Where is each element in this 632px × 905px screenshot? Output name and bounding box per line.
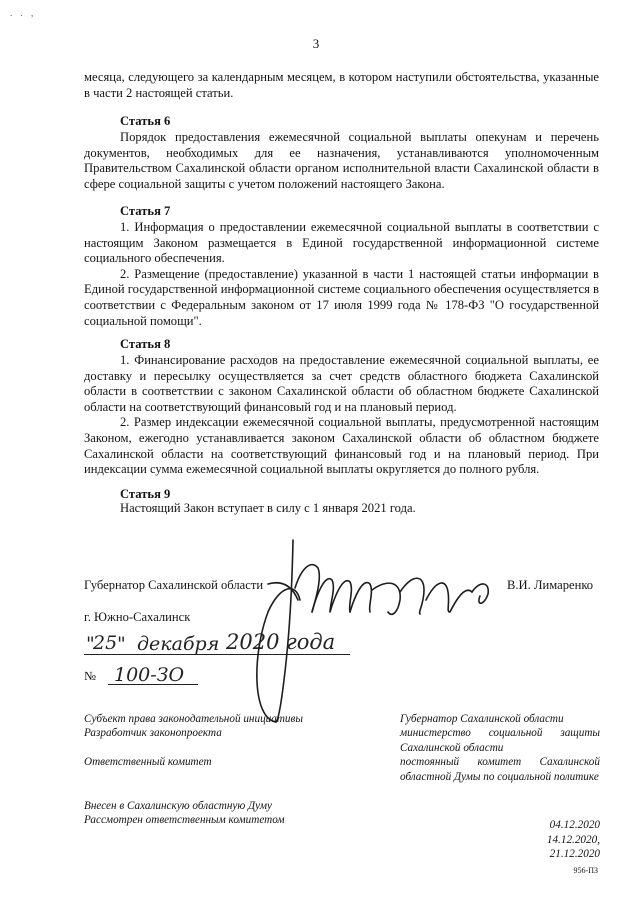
signing-city: г. Южно-Сахалинск (84, 610, 191, 624)
date-month: декабря (137, 633, 220, 655)
date-year: 2020 года (226, 630, 336, 654)
article-9-heading: Статья 9 (120, 487, 171, 501)
footer-initiator (400, 712, 600, 727)
footer-developer: Разработчик законопроекта (84, 727, 222, 739)
article-6-heading: Статья 6 (120, 114, 171, 128)
article-8-heading: Статья 8 (120, 337, 171, 351)
article-6-paragraph: Порядок предоставления ежемесячной социальной выплаты опекунам и перечень документов, необходимых для ее назначения, устанавливаются уполномоченным Правительством Сахалинской области органом исполнительной власти Сахалинской области в сфере социальной защиты с учетом положений настоящего Закона. (84, 130, 599, 191)
intro-text: месяца, следующего за календарным месяцем, в котором наступили обстоятельства, указанные в части 2 настоящей статьи. (84, 70, 599, 100)
date-day: 25 (93, 632, 118, 654)
footer-considered: Рассмотрен ответственным комитетом (84, 814, 285, 826)
scan-mark: . . , (10, 8, 37, 18)
document-code: 956-ПЗ (573, 866, 598, 875)
law-number-label: № (84, 669, 97, 683)
article-7-paragraph-2: 2. Размещение (предоставление) указанной в части 1 настоящей статьи информации в Единой государственной информационной системе социального обеспечения осуществляется в соответствии с Федеральным законом от 17 июля 1999 года № 178-ФЗ "О государственной социальной помощи". (84, 266, 599, 328)
article-8-paragraph-1: 1. Финансирование расходов на предоставление ежемесячной социальной выплаты, ее доставку и пересылку осуществляется за счет средств областного бюджета Сахалинской области в соответствии с законом Сахалинской области об областном бюджете Сахалинской области на соответствующий финансовый год и на плановый период. (84, 353, 599, 414)
footer-submitted: Внесен в Сахалинскую областную Думу (84, 800, 272, 812)
article-7-paragraph-1: 1. Информация о предоставлении ежемесячной социальной выплаты в соответствии с настоящим Законом размещается в Единой государственной информационной системе социального обеспечения. (84, 220, 599, 266)
date-quote-open: " (86, 633, 95, 655)
article-8-paragraph-2: 2. Размер индексации ежемесячной социальной выплаты, предусмотренной настоящим Законом, ежегодно устанавливается законом Сахалинской области об областном бюджете Сахалинской области на соответствующий финансовый год и на плановый период. При индексации сумма ежемесячной социальной выплаты округляется до полного рубля. (84, 415, 599, 477)
footer-dates (547, 818, 600, 862)
law-number: 100-ЗО (114, 664, 185, 686)
footer-ministry (400, 726, 600, 755)
footer-initiative-subject: Субъект права законодательной инициативы (84, 713, 303, 725)
date-initiative: 04.12.2020 (549, 819, 600, 831)
footer-ministry-text: министерство социальной защиты Сахалинской области (400, 727, 600, 754)
date-submitted: 14.12.2020, (546, 833, 600, 846)
footer-initiator-text: Губернатор Сахалинской области (400, 713, 564, 725)
page-number: 3 (312, 36, 320, 51)
article-7-heading: Статья 7 (120, 204, 171, 218)
footer-committee (400, 755, 600, 784)
governor-name: В.И. Лимаренко (507, 578, 594, 592)
date-considered: 21.12.2020 (549, 848, 600, 860)
governor-position: Губернатор Сахалинской области (84, 578, 264, 592)
footer-committee-text: постоянный комитет Сахалинской областной Думы по социальной политике (400, 756, 600, 783)
date-quote-close: " (117, 633, 126, 655)
footer-responsible-committee: Ответственный комитет (84, 756, 212, 768)
article-9-paragraph: Настоящий Закон вступает в силу с 1 января 2021 года. (120, 501, 416, 515)
